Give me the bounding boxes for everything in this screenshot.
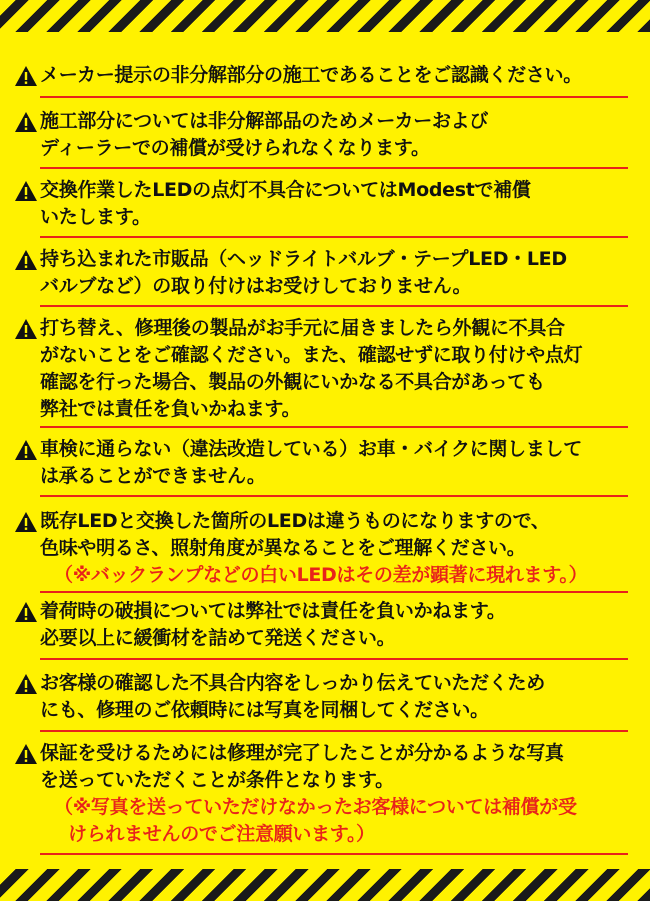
notice-text: 弊社では責任を負いかねます。 [40,398,301,420]
notice-item [14,315,630,423]
notice-text: にも、修理のご依頼時には写真を同梱してください。 [40,699,489,721]
warning-triangle-icon [14,743,38,765]
notice-text: ディーラーでの補償が受けられなくなります。 [40,137,430,159]
warning-triangle-icon [14,601,38,623]
warning-triangle-icon [14,111,38,133]
notice-text: お客様の確認した不具合内容をしっかり伝えていただくため [40,672,545,694]
notice-text: バルブなど）の取り付けはお受けしておりません。 [40,275,472,297]
notice-item [14,508,630,589]
notice-item [14,62,630,89]
notice-text: いたします。 [40,206,151,228]
warning-triangle-icon [14,180,38,202]
notice-note: （※バックランプなどの白いLEDはその差が顕著に現れます。） [54,564,588,586]
divider [40,305,628,307]
notice-item [14,740,630,848]
notice-text: 必要以上に緩衝材を詰めて発送ください。 [40,627,396,649]
warning-triangle-icon [14,511,38,533]
notice-note: （※写真を送っていただけなかったお客様については補償が受 [54,796,577,818]
divider [40,591,628,593]
notice-item [14,436,630,490]
notice-item [14,177,630,231]
divider [40,236,628,238]
notice-item [14,108,630,162]
warning-triangle-icon [14,318,38,340]
notice-text: を送っていただくことが条件となります。 [40,769,394,791]
notice-text: 車検に通らない（違法改造している）お車・バイクに関しまして [40,438,582,460]
hazard-stripe-bottom [0,869,650,901]
divider [40,495,628,497]
notice-text: 施工部分については非分解部品のためメーカーおよび [40,110,489,132]
divider [40,96,628,98]
notice-text: がないことをご確認ください。また、確認せずに取り付けや点灯 [40,344,583,366]
notice-text: 保証を受けるためには修理が完了したことが分かるような写真 [40,742,564,764]
warning-triangle-icon [14,249,38,271]
notice-text: 持ち込まれた市販品（ヘッドライトバルブ・テープLED・LED [40,248,567,270]
warning-triangle-icon [14,65,38,87]
notice-text: 既存LEDと交換した箇所のLEDは違うものになりますので、 [40,510,550,532]
notice-item [14,670,630,724]
notice-text: は承ることができません。 [40,465,266,487]
notice-item [14,246,630,300]
notice-text: 確認を行った場合、製品の外観にいかなる不具合があっても [40,371,545,393]
divider [40,658,628,660]
warning-triangle-icon [14,439,38,461]
notice-note: けられませんのでご注意願います。） [68,823,375,845]
divider [40,426,628,428]
notice-text: 打ち替え、修理後の製品がお手元に届きましたら外観に不具合 [40,317,565,339]
divider [40,853,628,855]
notice-text: メーカー提示の非分解部分の施工であることをご認識ください。 [40,64,582,86]
notice-item [14,598,630,652]
warning-triangle-icon [14,673,38,695]
notice-text: 交換作業したLEDの点灯不具合についてはModestで補償 [40,179,531,201]
notice-text: 色味や明るさ、照射角度が異なることをご理解ください。 [40,537,526,559]
notice-text: 着荷時の破損については弊社では責任を負いかねます。 [40,600,506,622]
divider [40,167,628,169]
divider [40,730,628,732]
